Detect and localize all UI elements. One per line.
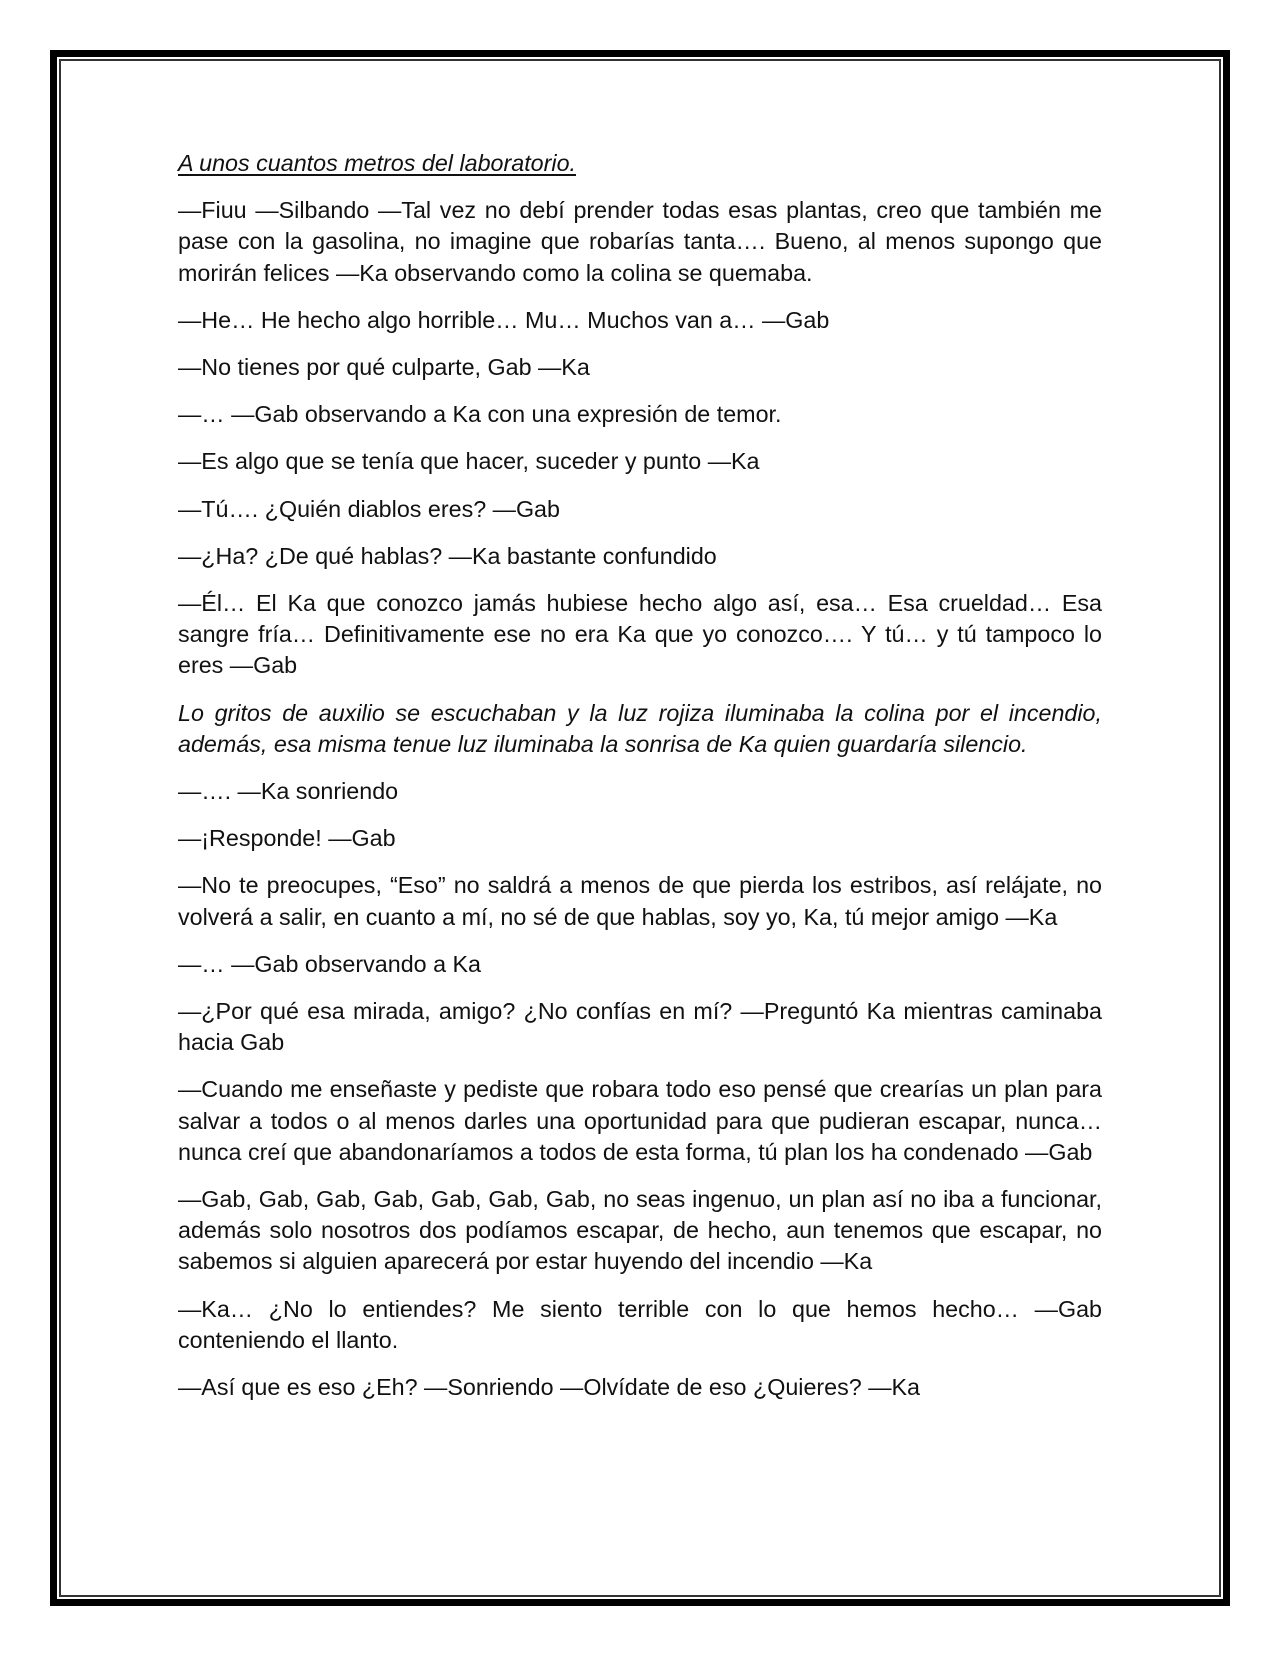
paragraph-dialogue: —He… He hecho algo horrible… Mu… Muchos van a… —Gab: [178, 306, 830, 333]
paragraph-dialogue: —…. —Ka sonriendo: [178, 778, 399, 805]
paragraph-dialogue: —Él… El Ka que conozco jamás hubiese hecho algo así, esa… Esa crueldad… Esa sangre fría… Definitivamente ese no era Ka que yo conozco…. Y tú… y tú tampoco lo eres —Gab: [178, 590, 1102, 679]
paragraph-dialogue: —¿Por qué esa mirada, amigo? ¿No confías en mí? —Preguntó Ka mientras caminaba hacia Gab: [178, 998, 1102, 1056]
paragraph-dialogue: —Es algo que se tenía que hacer, suceder y punto —Ka: [178, 448, 760, 475]
scene-heading: A unos cuantos metros del laboratorio.: [178, 150, 576, 176]
paragraph-dialogue: —No tienes por qué culparte, Gab —Ka: [178, 354, 590, 381]
paragraph-dialogue: —¿Ha? ¿De qué hablas? —Ka bastante confundido: [178, 542, 717, 569]
paragraph-dialogue: —Tú…. ¿Quién diablos eres? —Gab: [178, 495, 560, 522]
paragraph-dialogue: —… —Gab observando a Ka: [178, 950, 482, 977]
document-page: [178, 148, 1102, 1419]
paragraph-dialogue: —Fiuu —Silbando —Tal vez no debí prender todas esas plantas, creo que también me pase con la gasolina, no imagine que robarías tanta…. Bueno, al menos supongo que morirán felices —Ka observando como la colina se quemaba.: [178, 197, 1102, 286]
paragraph-dialogue: —Cuando me enseñaste y pediste que robara todo eso pensé que crearías un plan para salvar a todos o al menos darles una oportunidad para que pudieran escapar, nunca… nunca creí que abandonaríamos a todos de esta forma, tú plan los ha condenado —Gab: [178, 1076, 1102, 1165]
paragraph-dialogue: —No te preocupes, “Eso” no saldrá a menos de que pierda los estribos, así relájate, no volverá a salir, en cuanto a mí, no sé de que hablas, soy yo, Ka, tú mejor amigo —Ka: [178, 872, 1102, 930]
paragraph-narration: Lo gritos de auxilio se escuchaban y la luz rojiza iluminaba la colina por el incendio, además, esa misma tenue luz iluminaba la sonrisa de Ka quien guardaría silencio.: [178, 699, 1102, 757]
paragraph-dialogue: —Gab, Gab, Gab, Gab, Gab, Gab, Gab, no seas ingenuo, un plan así no iba a funcionar, además solo nosotros dos podíamos escapar, de hecho, aun tenemos que escapar, no sabemos si alguien aparecerá por estar huyendo del incendio —Ka: [178, 1186, 1102, 1275]
paragraph-dialogue: —… —Gab observando a Ka con una expresión de temor.: [178, 401, 782, 428]
paragraph-dialogue: —Ka… ¿No lo entiendes? Me siento terrible con lo que hemos hecho… —Gab conteniendo el llanto.: [178, 1295, 1102, 1353]
paragraph-dialogue: —Así que es eso ¿Eh? —Sonriendo —Olvídate de eso ¿Quieres? —Ka: [178, 1374, 920, 1401]
paragraph-dialogue: —¡Responde! —Gab: [178, 825, 396, 852]
